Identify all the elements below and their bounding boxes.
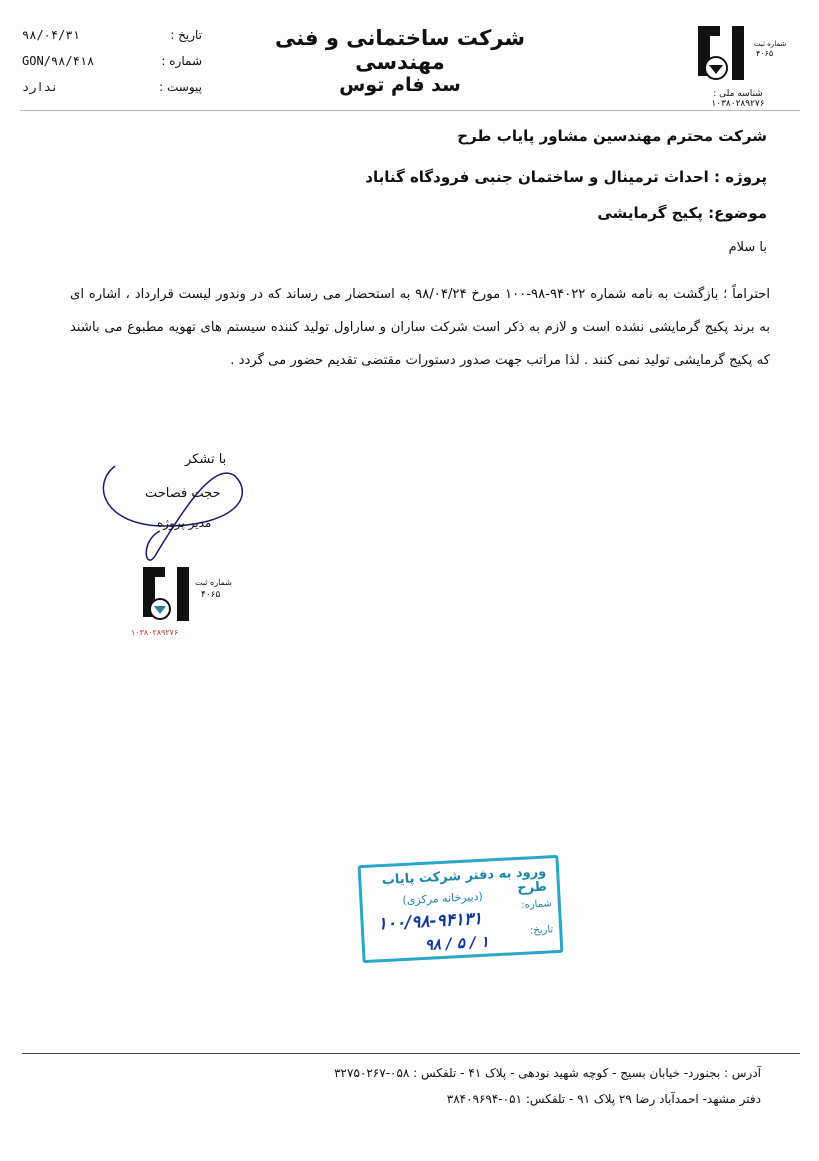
attachment-label: پیوست : [159,80,202,94]
company-subtitle: سد فام توس [339,74,461,96]
logo-caption: شناسه ملی : ۱۰۳۸۰۲۸۹۲۷۶ [711,89,765,109]
footer-divider [22,1053,800,1054]
received-stamp-title: ورود به دفتر شرکت پایاب طرح [381,864,548,896]
number-value: GON/۹۸/۴۱۸ [22,54,95,68]
date-value: ۹۸/۰۴/۳۱ [22,28,80,42]
meta-number-row [22,54,202,80]
signature-thanks: با تشکر [185,452,227,467]
footer-address: آدرس : بجنورد- خیابان بسیج - کوچه شهید نودهی - پلاک ۴۱ - تلفکس : ۰۵۸-۳۲۷۵۰۲۶۷ [334,1066,761,1080]
received-stamp-subtitle: (دبیرخانه مرکزی) [402,889,484,908]
received-stamp-number: ۱۰۰/۹۸-۹۴۱۳۱ [377,908,483,935]
attachment-value: ندارد [22,80,59,94]
footer-office: دفتر مشهد- احمدآباد رضا ۲۹ پلاک ۹۱ - تلفکس: ۰۵۱-۳۸۴۰۹۶۹۴ [446,1092,761,1106]
svg-text:۴۰۶۵: ۴۰۶۵ [756,49,774,58]
received-stamp-date-label: تاریخ: [529,924,554,937]
signature-title: مدیر پروژه [157,516,212,530]
received-stamp-date: ۹۸ / ۵ / ۱ [424,932,490,954]
received-stamp-number-label: شماره: [520,898,553,911]
addressee: شرکت محترم مهندسین مشاور پایاب طرح [457,127,767,145]
company-logo-icon [690,18,787,88]
project-line: پروژه : احداث ترمینال و ساختمان جنبی فرودگاه گناباد [365,168,767,186]
date-label: تاریخ : [170,28,202,42]
svg-text:شماره ثبت: شماره ثبت [195,578,232,587]
meta-date-row [22,28,202,54]
svg-text:۴۰۶۵: ۴۰۶۵ [201,590,221,600]
number-label: شماره : [161,54,202,68]
letter-body: احتراماً ؛ بازگشت به نامه شماره ۹۴۰۲۲-۹۸-۱۰۰ مورخ ۹۸/۰۴/۲۴ به استحضار می رساند که در وندور لیست قرارداد ، اشاره ای به برند پکیج گرمایشی نشده است و لازم به ذکر است شرکت ساران و ساراول تولید کننده سیستم های تهویه مطبوع می باشند که پکیج گرمایشی تولید نمی کنند . لذا مراتب جهت صدور دستورات مقتضی تقدیم حضور می گردد . [70,287,770,368]
received-stamp [358,855,564,963]
meta-attachment-row [22,80,202,106]
greeting: با سلام [728,240,767,255]
header-divider [20,110,800,111]
svg-text:۱۰۳۸۰۲۸۹۲۷۶: ۱۰۳۸۰۲۸۹۲۷۶ [131,628,179,637]
signature-name: حجت فصاحت [145,486,221,501]
svg-text:شماره ثبت: شماره ثبت [754,40,787,48]
subject-line: موضوع: پکیج گرمایشی [597,204,767,222]
letter-meta [22,28,202,106]
company-name: شرکت ساختمانی و فنی مهندسی [274,26,526,74]
company-seal-icon [125,555,245,640]
